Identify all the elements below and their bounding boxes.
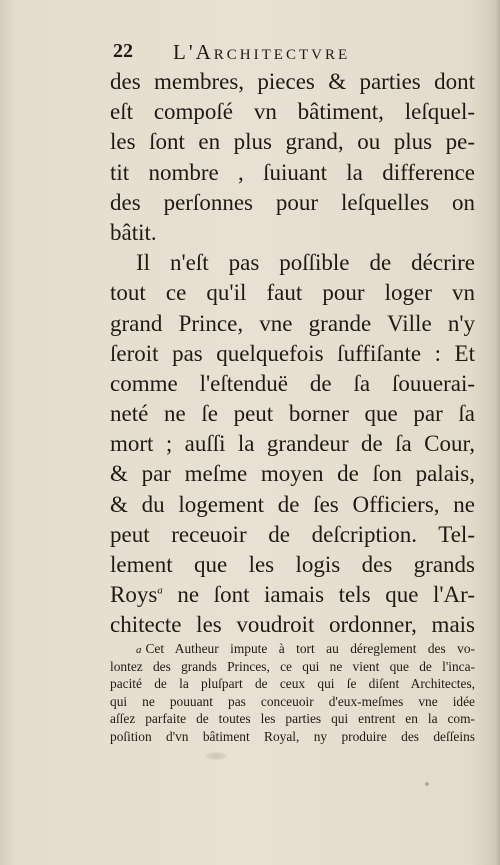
paper-speck <box>425 782 429 786</box>
footnote-line: lontez des grands Princes, ce qui ne vient que de l'inca- <box>110 658 475 674</box>
text-line-with-footnote-ref <box>110 580 475 610</box>
text-line: des membres, pieces & parties dont <box>110 69 475 94</box>
text-line: & par meſme moyen de ſon palais, <box>110 461 475 487</box>
text-line: bâtit. <box>110 219 157 245</box>
text-line: des perſonnes pour leſquelles on <box>110 189 475 215</box>
page-header <box>113 40 473 68</box>
text-line: neté ne ſe peut borner que par ſa <box>110 401 475 427</box>
page-number: 22 <box>113 40 133 62</box>
paper-smudge <box>205 752 227 760</box>
text-line: peut receuoir de deſcription. Tel- <box>110 521 475 547</box>
footnote-line: pacité de la pluſpart de ceux qui ſe diſent Architectes, <box>110 676 475 691</box>
footnote-text: Cet Autheur impute à tort au déreglement des vo- <box>145 641 475 656</box>
footnote <box>110 640 475 745</box>
text-line: ſeroit pas quelquefois ſuffiſante : Et <box>110 340 475 366</box>
footnote-line: qui ne pouuant pas conceuoir d'eux-meſmes vne idée <box>110 693 475 709</box>
footnote-reference: a <box>157 584 163 597</box>
main-text <box>110 67 475 641</box>
text-fragment: Roys <box>110 582 158 608</box>
text-line: chitecte les voudroit ordonner, mais <box>110 612 475 638</box>
text-line: les ſont en plus grand, ou plus pe- <box>110 129 475 155</box>
text-line: Il n'eſt pas poſſible de décrire <box>136 250 475 276</box>
footnote-line <box>110 640 475 658</box>
text-line: mort ; auſſi la grandeur de ſa Cour, <box>110 431 475 457</box>
text-line: comme l'eſtenduë de ſa ſouuerai- <box>110 370 475 396</box>
page-edge <box>494 0 500 865</box>
text-line: tout ce qu'il faut pour loger vn <box>110 280 475 306</box>
text-line: eſt compoſé vn bâtiment, leſquel- <box>110 99 475 125</box>
footnote-line: aſſez parfaite de toutes les parties qui entrent en la com- <box>110 711 475 726</box>
text-line: & du logement de ſes Officiers, ne <box>110 491 475 517</box>
footnote-marker: a <box>136 644 142 656</box>
text-line: grand Prince, vne grande Ville n'y <box>110 310 475 336</box>
running-head: L'Architectvre <box>173 40 351 64</box>
footnote-line: poſition d'vn bâtiment Royal, ny produire des deſſeins <box>110 728 475 744</box>
text-line: tit nombre , ſuiuant la difference <box>110 159 475 185</box>
text-line: lement que les logis des grands <box>110 552 475 577</box>
text-fragment: ne ſont iamais tels que l'Ar- <box>162 582 475 608</box>
